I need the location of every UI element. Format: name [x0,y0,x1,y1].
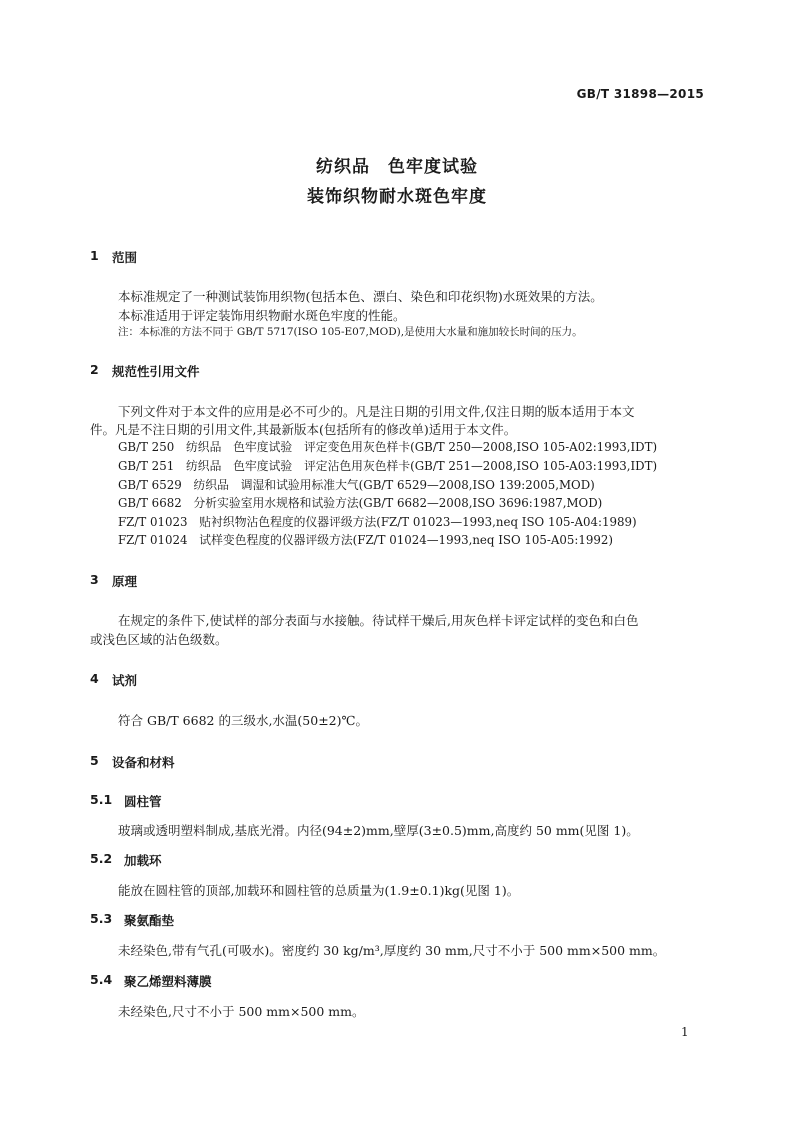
section-4-heading: 试剂 [112,673,138,688]
section-2-heading: 规范性引用文件 [112,364,200,379]
subsection-5-2-text: 能放在圆柱管的顶部,加载环和圆柱管的总质量为(1.9±0.1)kg(见图 1)。 [118,883,520,898]
subsection-5-1-text: 玻璃或透明塑料制成,基底光滑。内径(94±2)mm,壁厚(3±0.5)mm,高度约 50 mm(见图 1)。 [118,823,639,838]
section-4-number: 4 [90,671,99,686]
reference-item: FZ/T 01024 试样变色程度的仪器评级方法(FZ/T 01024—1993,neq ISO 105-A05:1992) [118,533,614,547]
document-title-line2: 装饰织物耐水斑色牢度 [307,187,487,207]
section-4-text: 符合 GB/T 6682 的三级水,水温(50±2)℃。 [118,713,368,728]
section-2-number: 2 [90,362,99,377]
reference-item: FZ/T 01023 贴衬织物沾色程度的仪器评级方法(FZ/T 01023—1993,neq ISO 105-A04:1989) [118,515,637,529]
reference-item: GB/T 6682 分析实验室用水规格和试验方法(GB/T 6682—2008,ISO 3696:1987,MOD) [118,496,603,510]
subsection-5-4-number: 5.4 [90,972,113,987]
section-2-intro-line-1: 下列文件对于本文件的应用是必不可少的。凡是注日期的引用文件,仅注日期的版本适用于本文 [118,404,635,419]
subsection-5-2-heading: 加载环 [124,853,162,868]
subsection-5-2-number: 5.2 [90,851,113,866]
subsection-5-1-number: 5.1 [90,792,113,807]
subsection-5-4-text: 未经染色,尺寸不小于 500 mm×500 mm。 [118,1004,365,1019]
section-3-heading: 原理 [112,574,138,589]
section-1-para-1: 本标准规定了一种测试装饰用织物(包括本色、漂白、染色和印花织物)水斑效果的方法。 [118,289,603,304]
section-1-number: 1 [90,248,99,263]
subsection-5-3-heading: 聚氨酯垫 [124,913,175,928]
subsection-5-1-heading: 圆柱管 [124,794,162,809]
subsection-5-4-heading: 聚乙烯塑料薄膜 [124,974,212,989]
section-3-line-2: 或浅色区域的沾色级数。 [90,632,228,647]
section-2-intro-line-2: 件。凡是不注日期的引用文件,其最新版本(包括所有的修改单)适用于本文件。 [90,422,517,437]
reference-item: GB/T 251 纺织品 色牢度试验 评定沾色用灰色样卡(GB/T 251—2008,ISO 105-A03:1993,IDT) [118,459,658,473]
section-1-note: 注：本标准的方法不同于 GB/T 5717(ISO 105-E07,MOD),是使用大水量和施加较长时间的压力。 [118,326,583,338]
standard-code: GB/T 31898—2015 [576,87,704,101]
section-3-line-1: 在规定的条件下,使试样的部分表面与水接触。待试样干燥后,用灰色样卡评定试样的变色和白色 [118,613,639,628]
reference-item: GB/T 6529 纺织品 调湿和试验用标准大气(GB/T 6529—2008,ISO 139:2005,MOD) [118,478,595,492]
subsection-5-3-text: 未经染色,带有气孔(可吸水)。密度约 30 kg/m³,厚度约 30 mm,尺寸不小于 500 mm×500 mm。 [118,943,666,958]
section-3-number: 3 [90,572,99,587]
reference-item: GB/T 250 纺织品 色牢度试验 评定变色用灰色样卡(GB/T 250—2008,ISO 105-A02:1993,IDT) [118,440,658,454]
document-title-line1: 纺织品 色牢度试验 [316,157,478,177]
subsection-5-3-number: 5.3 [90,911,113,926]
section-1-para-2: 本标准适用于评定装饰用织物耐水斑色牢度的性能。 [118,308,406,323]
page-number: 1 [681,1025,689,1039]
section-1-heading: 范围 [112,250,138,265]
section-5-number: 5 [90,753,99,768]
section-5-heading: 设备和材料 [112,755,175,770]
